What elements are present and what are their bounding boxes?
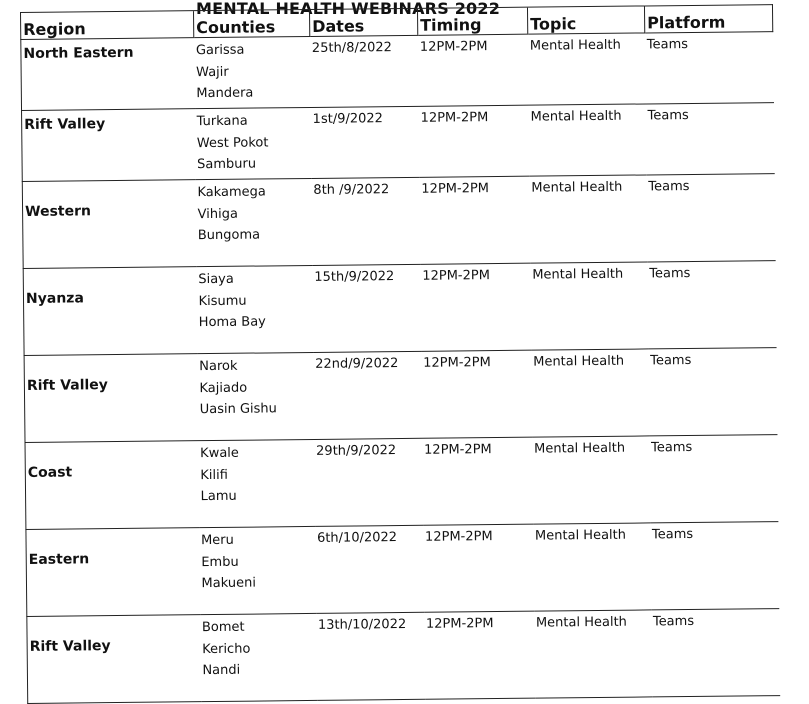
header-timing: Timing	[417, 7, 527, 35]
county-name: Kericho	[202, 641, 251, 657]
schedule-table	[20, 4, 780, 704]
date-cell-text: 22nd/9/2022	[315, 356, 399, 372]
date-cell-text: 6th/10/2022	[316, 530, 398, 546]
date-cell	[311, 177, 420, 265]
platform-cell	[651, 609, 780, 697]
date-cell	[310, 35, 419, 107]
platform-cell	[648, 348, 777, 436]
timing-cell-text: 12PM-2PM	[423, 355, 491, 371]
platform-cell-text: Teams	[648, 178, 690, 195]
counties-cell	[196, 265, 313, 353]
county-name: Bomet	[201, 619, 245, 636]
date-cell-text: 15th/9/2022	[314, 269, 395, 285]
timing-cell	[418, 34, 529, 106]
table-row	[25, 435, 778, 530]
date-cell	[311, 106, 420, 178]
platform-cell-text: Teams	[647, 108, 689, 124]
topic-cell-text: Mental Health	[534, 440, 626, 457]
date-cell-text: 29th/9/2022	[316, 443, 397, 459]
timing-cell-text: 12PM-2PM	[424, 442, 492, 458]
counties-cell	[197, 352, 314, 440]
counties-cell	[200, 613, 317, 701]
document-title: MENTAL HEALTH WEBINARS 2022	[196, 0, 501, 18]
topic-cell	[529, 175, 647, 263]
platform-cell-text: Teams	[651, 439, 693, 456]
timing-cell-text: 12PM-2PM	[420, 110, 489, 126]
date-cell-text: 25th/8/2022	[311, 40, 392, 56]
date-cell	[314, 438, 423, 526]
platform-cell	[645, 103, 774, 175]
date-cell	[315, 525, 424, 613]
schedule-rows	[21, 32, 780, 704]
date-cell-text: 8th /9/2022	[313, 182, 390, 198]
topic-cell-text: Mental Health	[530, 108, 622, 125]
table-row	[27, 609, 780, 704]
region-cell: Rift Valley	[22, 109, 196, 182]
header-counties: Counties	[193, 9, 309, 37]
county-name: Makueni	[201, 575, 256, 592]
platform-cell	[646, 174, 775, 262]
counties-cell	[199, 526, 316, 614]
county-name: Bungoma	[197, 227, 261, 244]
county-name: Garissa	[195, 42, 245, 59]
timing-cell-text: 12PM-2PM	[419, 39, 488, 55]
region-cell: Rift Valley	[27, 615, 201, 704]
platform-cell-text: Teams	[652, 613, 695, 630]
timing-cell	[424, 611, 535, 699]
platform-cell	[649, 435, 778, 523]
county-name: Turkana	[196, 113, 248, 130]
table-row	[24, 348, 777, 443]
region-cell: North Eastern	[21, 38, 195, 111]
topic-cell	[528, 33, 646, 105]
county-name: Siaya	[198, 271, 234, 288]
region-cell: Coast	[25, 441, 199, 530]
topic-cell	[533, 523, 651, 611]
timing-cell	[421, 350, 532, 438]
header-dates: Dates	[309, 8, 417, 36]
topic-cell	[532, 436, 650, 524]
topic-cell-text: Mental Health	[533, 353, 625, 370]
county-name: Kakamega	[197, 184, 266, 201]
date-cell-text: 13th/10/2022	[317, 616, 407, 633]
county-name: Kilifi	[200, 467, 228, 483]
topic-cell-text: Mental Health	[529, 37, 621, 54]
region-cell: Eastern	[26, 528, 200, 617]
county-name: Nandi	[202, 662, 241, 679]
table-row	[23, 261, 776, 356]
county-name: Meru	[200, 532, 234, 549]
timing-cell	[419, 105, 530, 177]
county-name: West Pokot	[196, 134, 269, 151]
topic-cell-text: Mental Health	[532, 266, 624, 283]
county-name: Narok	[199, 358, 238, 375]
counties-cell	[194, 36, 311, 108]
timing-cell	[420, 263, 531, 351]
platform-cell	[645, 32, 774, 104]
platform-cell-text: Teams	[651, 526, 694, 543]
header-topic: Topic	[527, 6, 644, 34]
timing-cell-text: 12PM-2PM	[422, 268, 490, 284]
platform-cell-text: Teams	[646, 37, 689, 53]
timing-cell	[423, 524, 534, 612]
county-name: Uasin Gishu	[199, 401, 277, 418]
topic-cell	[530, 262, 648, 350]
platform-cell-text: Teams	[649, 265, 691, 282]
county-name: Samburu	[197, 156, 257, 173]
header-region: Region	[21, 11, 194, 40]
region-cell: Nyanza	[23, 267, 197, 356]
date-cell	[313, 351, 422, 439]
table-row	[22, 103, 775, 182]
county-name: Vihiga	[197, 206, 238, 222]
date-cell	[316, 612, 425, 700]
county-name: Kisumu	[198, 293, 247, 309]
topic-cell	[531, 349, 649, 437]
counties-cell	[195, 178, 312, 266]
county-name: Homa Bay	[198, 314, 266, 331]
timing-cell	[419, 176, 530, 264]
timing-cell	[422, 437, 533, 525]
region-cell: Western	[22, 180, 196, 269]
platform-cell-text: Teams	[650, 352, 692, 369]
header-platform: Platform	[644, 5, 772, 33]
webinar-schedule	[20, 4, 778, 679]
counties-cell	[198, 439, 315, 527]
topic-cell-text: Mental Health	[534, 527, 627, 544]
county-name: Embu	[201, 554, 239, 570]
platform-cell	[647, 261, 776, 349]
timing-cell-text: 12PM-2PM	[424, 529, 493, 545]
topic-cell	[534, 610, 652, 698]
topic-cell	[529, 104, 647, 176]
date-cell	[312, 264, 421, 352]
timing-cell-text: 12PM-2PM	[421, 181, 490, 197]
topic-cell-text: Mental Health	[535, 614, 627, 631]
county-name: Mandera	[196, 85, 254, 102]
county-name: Kajiado	[199, 380, 248, 396]
counties-cell	[195, 107, 312, 179]
table-row	[21, 32, 774, 111]
table-row	[26, 522, 779, 617]
table-row	[22, 174, 775, 269]
county-name: Lamu	[200, 488, 237, 505]
county-name: Kwale	[200, 445, 239, 462]
county-name: Wajir	[196, 64, 229, 80]
topic-cell-text: Mental Health	[531, 179, 623, 196]
timing-cell-text: 12PM-2PM	[425, 616, 494, 632]
platform-cell	[650, 522, 779, 610]
region-cell: Rift Valley	[24, 354, 198, 443]
date-cell-text: 1st/9/2022	[312, 111, 383, 127]
